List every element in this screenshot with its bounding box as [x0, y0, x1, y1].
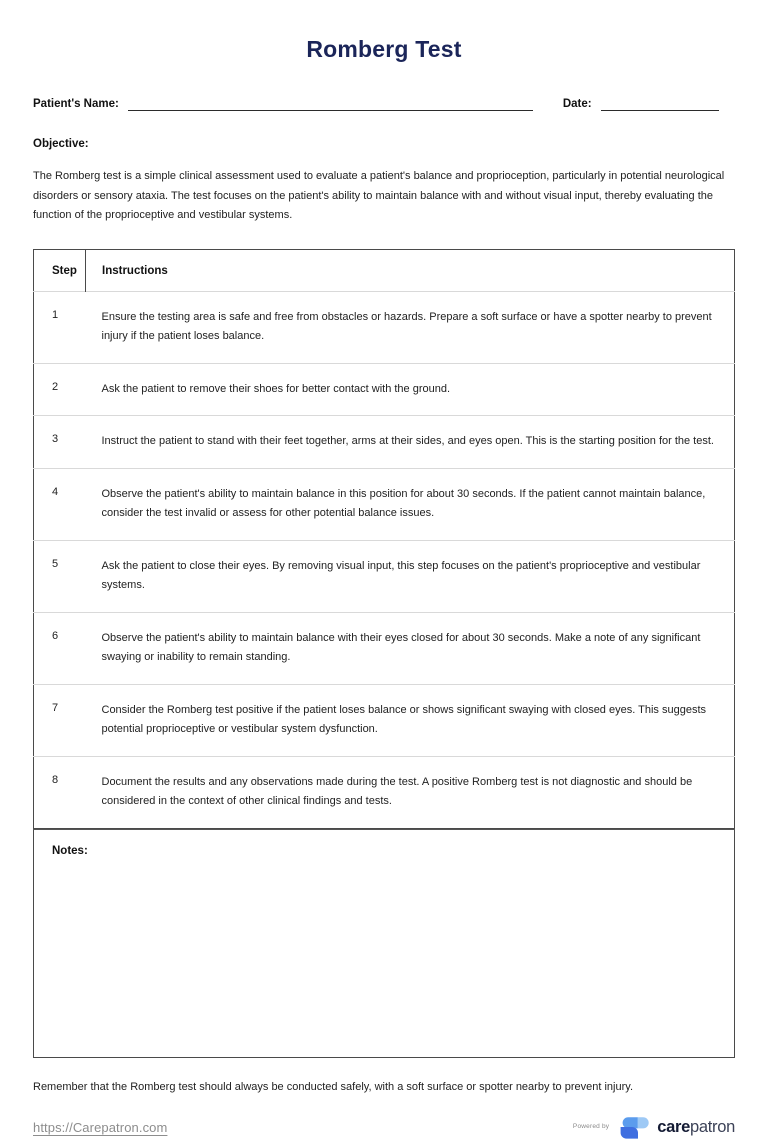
step-number: 3: [52, 433, 59, 445]
step-instruction: Ask the patient to close their eyes. By removing visual input, this step focuses on the patient's proprioceptive and vestibular systems.: [101, 559, 701, 591]
carepatron-branding: [573, 1116, 735, 1140]
carepatron-url-link[interactable]: https://Carepatron.com: [33, 1120, 168, 1135]
table-row: [34, 612, 735, 684]
steps-table: [33, 249, 735, 829]
patient-meta-row: [33, 93, 735, 111]
step-instruction: Observe the patient's ability to maintain balance with their eyes closed for about 30 seconds. Make a note of any significant swaying or inability to remain standing.: [101, 631, 701, 663]
table-row: [34, 684, 735, 756]
patient-name-field[interactable]: [128, 99, 533, 111]
table-row: [34, 540, 735, 612]
date-field[interactable]: [601, 99, 719, 111]
powered-by-label: Powered by: [572, 1123, 610, 1130]
objective-text: The Romberg test is a simple clinical assessment used to evaluate a patient's balance and proprioception, particularly in potential neurological disorders or sensory ataxia. The test focuses on the patient's ability to maintain balance with and without visual input, thereby evaluating the function of the proprioceptive and vestibular systems.: [33, 170, 725, 221]
brand-name-bold: care: [657, 1118, 690, 1137]
table-row: [34, 416, 735, 469]
step-number: 4: [52, 485, 59, 498]
step-number: 5: [52, 557, 59, 570]
step-number: 8: [52, 773, 59, 786]
page-title: Romberg Test: [306, 36, 462, 62]
carepatron-logo-icon: [616, 1116, 650, 1140]
page-footer: [33, 1116, 735, 1140]
objective-label: Objective:: [33, 138, 89, 150]
date-label: Date:: [562, 98, 592, 110]
table-row: [34, 756, 735, 828]
step-number: 6: [52, 629, 59, 642]
step-instruction: Ask the patient to remove their shoes for better contact with the ground.: [101, 382, 451, 395]
steps-table-body: [34, 291, 735, 828]
step-instruction: Observe the patient's ability to maintain balance in this position for about 30 seconds. If the patient cannot maintain balance, consider the test invalid or assess for other potential balance issues.: [101, 487, 706, 519]
table-header-row: [34, 249, 735, 291]
step-number: 7: [52, 701, 59, 714]
reminder-text: Remember that the Romberg test should always be conducted safely, with a soft surface or spotter nearby to prevent injury.: [33, 1080, 634, 1093]
carepatron-wordmark: [657, 1119, 735, 1136]
step-number: 2: [52, 380, 59, 393]
table-row: [34, 363, 735, 416]
notes-label: Notes:: [52, 844, 88, 857]
table-row: [34, 468, 735, 540]
brand-name-thin: patron: [690, 1118, 735, 1137]
step-instruction: Consider the Romberg test positive if the patient loses balance or shows significant swaying with closed eyes. This suggests potential proprioceptive or vestibular system dysfunction.: [101, 703, 706, 735]
column-header-instructions: Instructions: [102, 264, 168, 277]
column-header-step: Step: [34, 249, 86, 291]
table-row: [34, 291, 735, 363]
step-number: 1: [52, 308, 59, 321]
notes-section[interactable]: [33, 830, 735, 1058]
patient-name-label: Patient's Name:: [33, 98, 119, 110]
step-instruction: Ensure the testing area is safe and free from obstacles or hazards. Prepare a soft surface or have a spotter nearby to prevent injury if the patient loses balance.: [101, 310, 712, 342]
step-instruction: Instruct the patient to stand with their feet together, arms at their sides, and eyes open. This is the starting position for the test.: [101, 435, 714, 447]
step-instruction: Document the results and any observations made during the test. A positive Romberg test is not diagnostic and should be considered in the context of other clinical findings and tests.: [101, 775, 693, 807]
steps-table-head: [34, 249, 735, 291]
